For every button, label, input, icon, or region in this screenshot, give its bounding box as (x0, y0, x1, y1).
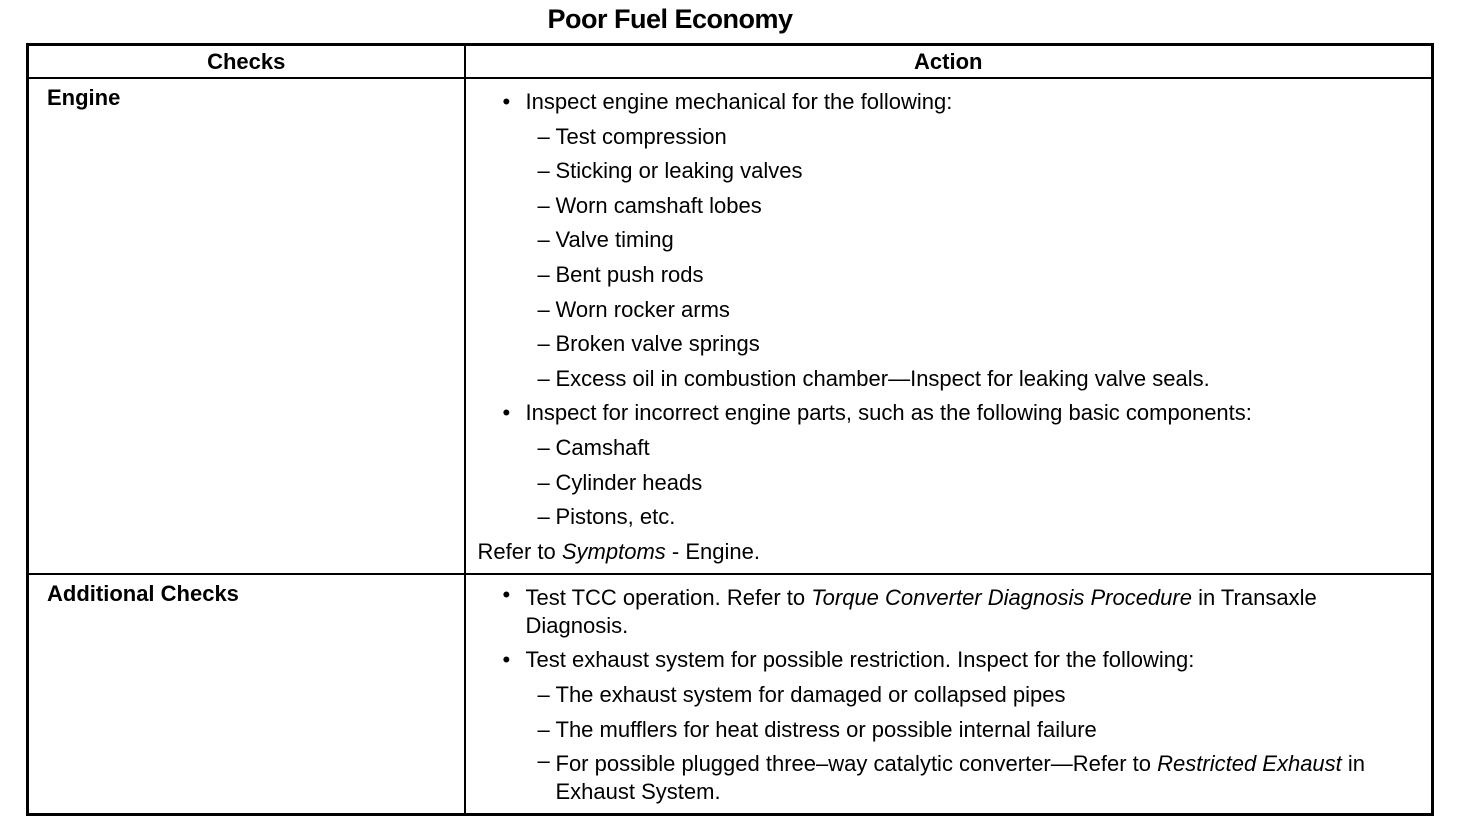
refer-note: Refer to Symptoms - Engine. (477, 538, 760, 564)
list-item: – Cylinder heads (478, 466, 1420, 501)
list-item: – Broken valve springs (478, 327, 1420, 362)
check-additional: Additional Checks (28, 574, 465, 814)
dash-icon: – (537, 158, 550, 184)
action-engine (465, 78, 1433, 574)
table-header-row (28, 45, 1433, 79)
dash-icon: – (537, 504, 550, 530)
dash-icon: – (537, 192, 550, 218)
symptoms-reference: Symptoms (561, 538, 666, 564)
list-item: – The exhaust system for damaged or collapsed pipes (478, 678, 1420, 713)
restricted-exhaust-reference: Restricted Exhaust (1157, 751, 1342, 777)
list-item: – Worn rocker arms (478, 293, 1420, 328)
table-row-engine (28, 78, 1433, 574)
list-item: – Worn camshaft lobes (478, 189, 1420, 224)
list-item: – Bent push rods (478, 258, 1420, 293)
dash-icon: – (537, 365, 550, 391)
list-item: – Sticking or leaking valves (478, 154, 1420, 189)
list-item: – Valve timing (478, 223, 1420, 258)
list-item: – Excess oil in combustion chamber—Inspect for leaking valve seals. (478, 362, 1420, 397)
action-column-header: Action (465, 45, 1433, 79)
page-title: Poor Fuel Economy (547, 4, 793, 34)
torque-converter-reference: Torque Converter Diagnosis Procedure (811, 585, 1192, 611)
dash-icon: – (537, 261, 550, 287)
list-item: – Pistons, etc. (478, 500, 1420, 535)
fuel-economy-table (26, 43, 1434, 816)
list-item: • Inspect engine mechanical for the following: (478, 85, 1420, 120)
dash-icon: – (537, 296, 550, 322)
list-item: – Test compression (478, 120, 1420, 155)
list-item: – For possible plugged three–way catalytic converter—Refer to Restricted Exhaust in Exhaust System. (537, 748, 1366, 805)
list-item: • Test exhaust system for possible restriction. Inspect for the following: (478, 643, 1420, 678)
list-item: – Camshaft (478, 431, 1420, 466)
table-row-additional-checks (28, 574, 1433, 814)
list-item: • Test TCC operation. Refer to Torque Converter Diagnosis Procedure in Transaxle Diagnosis. (502, 582, 1317, 639)
dash-icon: – (537, 227, 550, 253)
list-item: – The mufflers for heat distress or possible internal failure (478, 713, 1420, 748)
list-item: • Inspect for incorrect engine parts, such as the following basic components: (478, 396, 1420, 431)
bullet-icon: • (502, 400, 511, 426)
dash-icon: – (537, 681, 550, 707)
bullet-icon: • (502, 647, 511, 673)
bullet-icon: • (502, 89, 511, 114)
check-engine: Engine (28, 78, 465, 574)
action-additional (465, 574, 1433, 814)
dash-icon: – (537, 716, 550, 742)
bullet-icon: • (502, 582, 511, 608)
dash-icon: – (537, 123, 550, 149)
dash-icon: – (537, 469, 550, 495)
dash-icon: – (537, 331, 550, 357)
dash-icon: – (537, 748, 550, 774)
checks-column-header: Checks (28, 45, 465, 79)
dash-icon: – (537, 434, 550, 460)
